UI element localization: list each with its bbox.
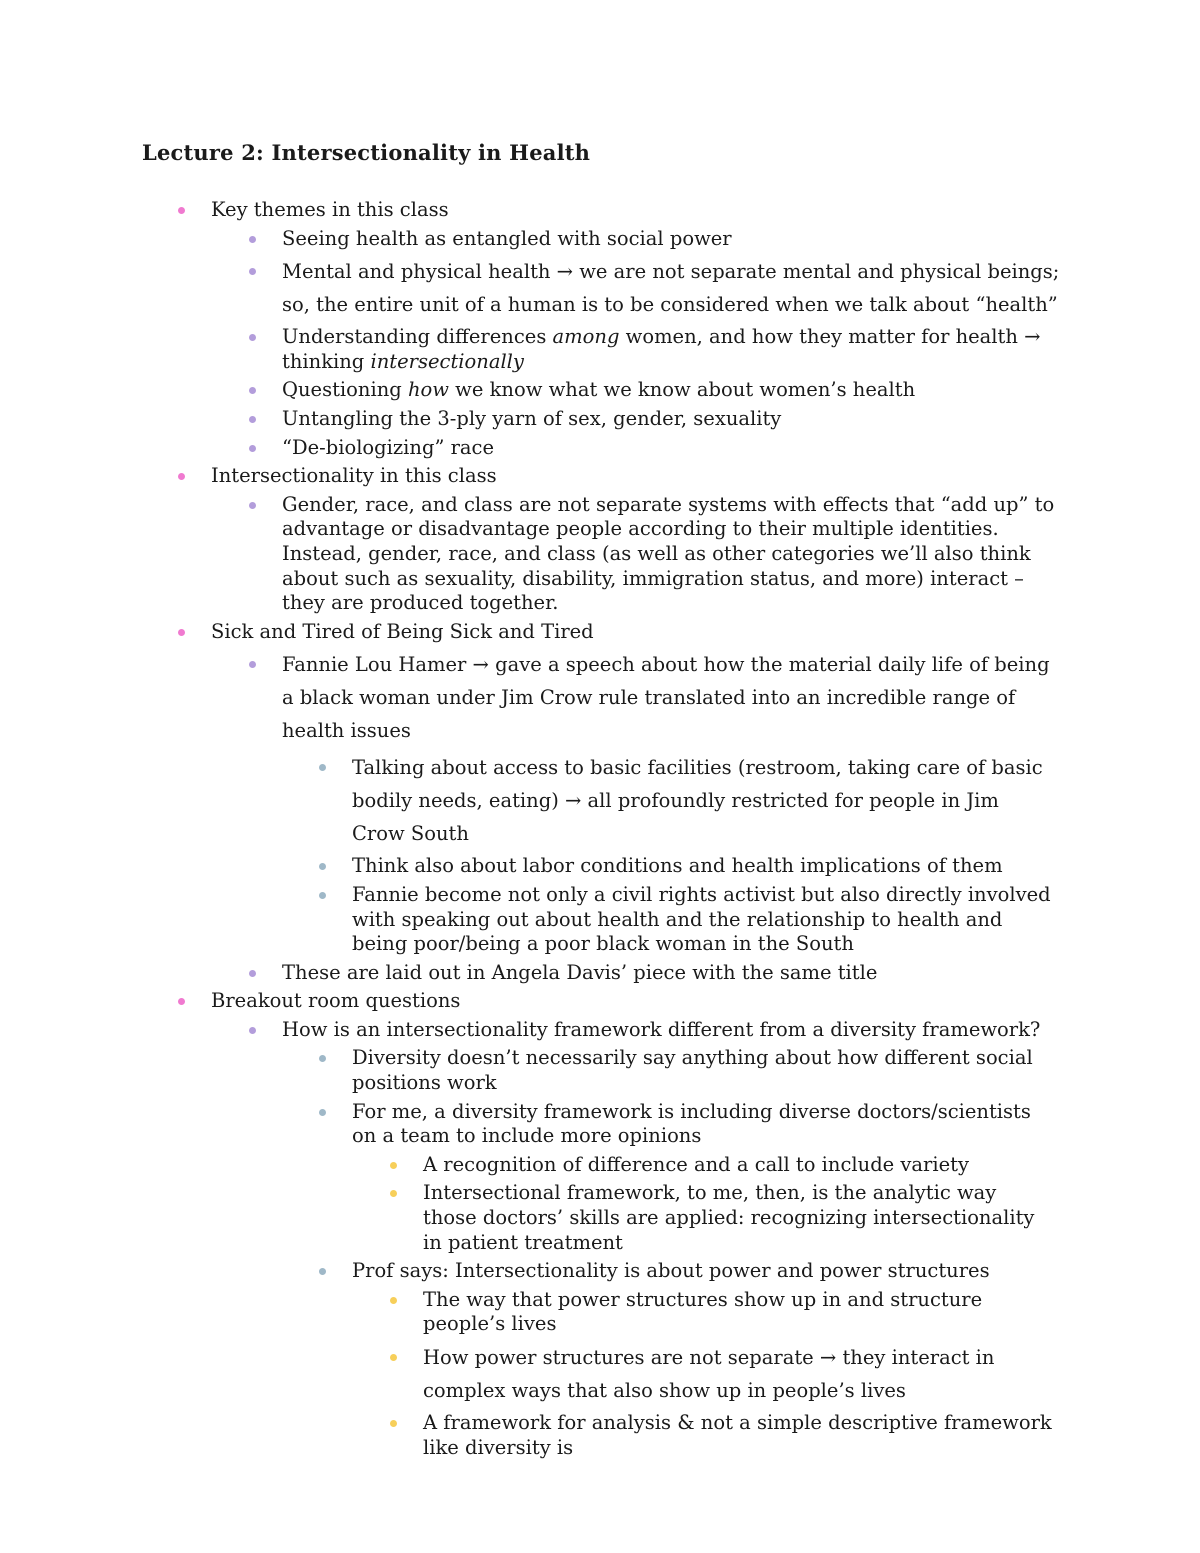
list-item	[211, 620, 1061, 986]
bullet-icon	[249, 387, 256, 394]
list-item	[282, 227, 1062, 252]
list-item-text: Talking about access to basic facilities (restroom, taking care of basic bodily needs, eating) → all profoundly restricted for people in Jim Crow South	[352, 756, 1043, 846]
text-segment: Questioning	[282, 378, 408, 402]
bullet-icon	[249, 236, 256, 243]
list-item-text: Fannie become not only a civil rights activist but also directly involved with speaking out about health and the relationship to health and being poor/being a poor black woman in the South	[352, 882, 1051, 956]
list-item	[282, 648, 1062, 956]
list-item-text: Diversity doesn’t necessarily say anything about how different social positions work	[352, 1046, 1033, 1095]
section-heading: Intersectionality in this class	[211, 464, 497, 488]
emphasis-text: intersectionally	[370, 349, 524, 373]
list-item	[423, 1153, 1053, 1178]
list-item	[211, 989, 1061, 1460]
section-heading: Key themes in this class	[211, 198, 449, 221]
bullet-icon	[390, 1162, 397, 1169]
bullet-icon	[178, 998, 185, 1005]
bullet-icon	[249, 661, 256, 668]
text-segment: Understanding differences	[282, 325, 553, 349]
emphasis-text: how	[407, 378, 449, 402]
bullet-icon	[178, 473, 185, 480]
list-item	[282, 436, 1062, 461]
bullet-icon	[178, 629, 185, 636]
list-item-text: A framework for analysis & not a simple descriptive framework like diversity is	[423, 1411, 1052, 1459]
list-item	[282, 407, 1062, 432]
list-item-text: Gender, race, and class are not separate systems with effects that “add up” to advantage or disadvantage people according to their multiple identities. Instead, gender, race, and class (as well as other categories we’ll also think about such as sexuality, disability, immigration status, and more) interact – they are produced together.	[282, 492, 1055, 615]
list-item	[211, 198, 1061, 460]
list-item-text: How power structures are not separate → they interact in complex ways that also show up in people’s lives	[423, 1346, 995, 1402]
bullet-icon	[249, 1027, 256, 1034]
list-item-text: These are laid out in Angela Davis’ piece with the same title	[282, 960, 878, 984]
list-item	[282, 255, 1062, 321]
list-item-text: For me, a diversity framework is including diverse doctors/scientists on a team to include more opinions	[352, 1099, 1031, 1148]
list-item-text: “De-biologizing” race	[282, 435, 495, 459]
list-item	[211, 464, 1061, 616]
list-item	[352, 854, 1052, 879]
list-item-text: Mental and physical health → we are not separate mental and physical beings; so, the entire unit of a human is to be considered when we talk about “health”	[282, 260, 1060, 317]
emphasis-text: among	[552, 325, 620, 349]
outline-level-4	[0, 1288, 1053, 1460]
list-item-text: How is an intersectionality framework different from a diversity framework?	[282, 1017, 1041, 1041]
bullet-icon	[390, 1297, 397, 1304]
bullet-icon	[319, 764, 326, 771]
outline-level-2	[0, 493, 1062, 616]
bullet-icon	[249, 502, 256, 509]
list-item-text	[282, 325, 1062, 374]
outline-level-3	[0, 1046, 1052, 1460]
bullet-icon	[319, 1109, 326, 1116]
list-item	[352, 1100, 1052, 1256]
bullet-icon	[319, 863, 326, 870]
list-item-text: Intersectional framework, to me, then, is the analytic way those doctors’ skills are applied: recognizing intersectionality in patient treatment	[423, 1181, 1035, 1254]
list-item	[282, 325, 1062, 374]
list-item	[423, 1288, 1053, 1337]
list-item	[423, 1411, 1053, 1460]
page-title: Lecture 2: Intersectionality in Health	[142, 140, 591, 165]
list-item-text: The way that power structures show up in and structure people’s lives	[423, 1287, 983, 1336]
outline-level-2	[0, 648, 1062, 985]
bullet-icon	[390, 1354, 397, 1361]
list-item	[352, 751, 1052, 850]
bullet-icon	[249, 268, 256, 275]
bullet-icon	[390, 1190, 397, 1197]
bullet-icon	[178, 207, 185, 214]
bullet-icon	[249, 334, 256, 341]
list-item-text: Seeing health as entangled with social power	[282, 226, 732, 250]
bullet-icon	[319, 892, 326, 899]
bullet-icon	[249, 416, 256, 423]
outline-level-3	[0, 751, 1052, 956]
list-item	[352, 883, 1052, 957]
bullet-icon	[319, 1055, 326, 1062]
list-item-text	[282, 378, 1062, 403]
outline-level-1	[0, 198, 1061, 1460]
section-heading: Sick and Tired of Being Sick and Tired	[211, 619, 594, 643]
list-item	[282, 378, 1062, 403]
list-item-text: Think also about labor conditions and health implications of them	[352, 854, 1003, 878]
list-item-text: Fannie Lou Hamer → gave a speech about how the material daily life of being a black woman under Jim Crow rule translated into an incredible range of health issues	[282, 653, 1050, 743]
bullet-icon	[249, 445, 256, 452]
list-item	[352, 1046, 1052, 1095]
list-item	[282, 493, 1062, 616]
outline-level-2	[0, 1018, 1062, 1460]
list-item-text: Untangling the 3-ply yarn of sex, gender, sexuality	[282, 406, 782, 430]
list-item	[282, 961, 1062, 986]
bullet-icon	[249, 970, 256, 977]
bullet-icon	[319, 1268, 326, 1275]
text-segment: we know what we know about women’s health	[448, 378, 916, 402]
section-heading: Breakout room questions	[211, 989, 461, 1013]
outline-level-4	[0, 1153, 1053, 1255]
list-item-text: A recognition of difference and a call to include variety	[423, 1152, 970, 1176]
list-item	[423, 1181, 1053, 1255]
list-item	[352, 1259, 1052, 1460]
text-segment: women, and how they matter for health → thinking	[282, 325, 1041, 373]
list-item	[282, 1018, 1062, 1460]
list-item-text: Prof says: Intersectionality is about power and power structures	[352, 1259, 990, 1283]
outline-level-2	[0, 227, 1062, 461]
bullet-icon	[390, 1420, 397, 1427]
notes-outline	[0, 198, 1200, 1460]
list-item	[423, 1341, 1053, 1407]
